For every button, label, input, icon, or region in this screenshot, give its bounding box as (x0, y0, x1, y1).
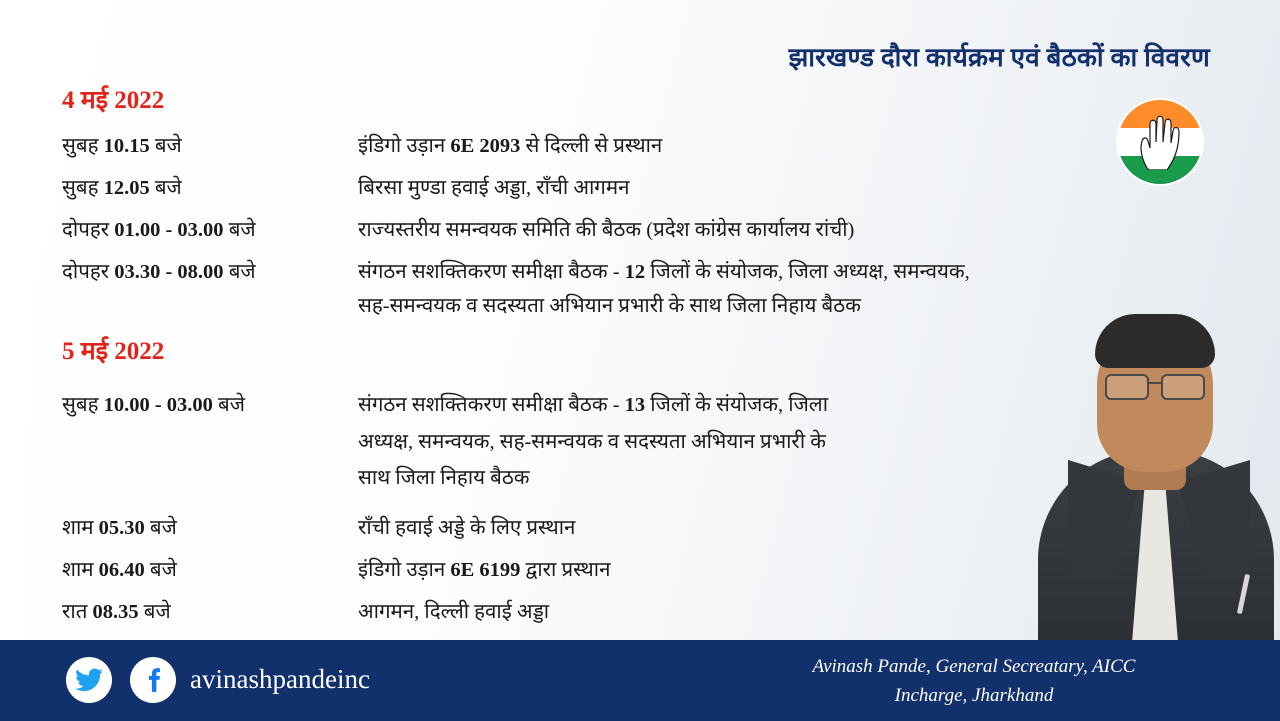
time-suffix: बजे (212, 394, 245, 416)
time-value: 10.00 - 03.00 (103, 394, 213, 416)
time-prefix: शाम (62, 559, 99, 581)
row-description (358, 175, 1058, 203)
desc-continuation: सह-समन्वयक व सदस्यता अभियान प्रभारी के साथ जिला निहाय बैठक (358, 294, 861, 317)
social-handle[interactable]: avinashpandeinc (190, 664, 370, 694)
row-description (358, 259, 1058, 320)
left-white-band (0, 0, 30, 641)
time-suffix: बजे (144, 517, 177, 539)
row-description (358, 217, 1058, 245)
row-time (62, 515, 352, 543)
date-heading-day2: 5 मई 2022 (62, 338, 165, 365)
lens-left (1105, 374, 1149, 400)
desc-part1: बिरसा मुण्डा हवाई अड्डा, राँची आगमन (358, 177, 630, 199)
time-prefix: रात (62, 601, 93, 623)
row-time (62, 557, 352, 585)
desc-part1: राज्यस्तरीय समन्वयक समिति की बैठक (प्रदेश कांग्रेस कार्यालय रांची) (358, 219, 855, 241)
time-value: 06.40 (98, 559, 145, 581)
desc-highlight: 6E 2093 (450, 135, 521, 157)
facebook-f-glyph (140, 667, 166, 693)
credit-line-1: Avinash Pande, General Secreatary, AICC (812, 656, 1136, 677)
row-time (62, 392, 352, 420)
time-prefix: सुबह (62, 135, 104, 157)
twitter-bird-glyph (75, 668, 103, 692)
time-suffix: बजे (149, 135, 182, 157)
desc-part1: आगमन, दिल्ली हवाई अड्डा (358, 601, 550, 623)
desc-part2: जिलों के संयोजक, जिला (645, 394, 829, 416)
time-value: 12.05 (103, 177, 150, 199)
row-description (358, 133, 1058, 161)
open-hand-icon (1137, 114, 1183, 170)
time-value: 01.00 - 03.00 (114, 219, 224, 241)
desc-part1: संगठन सशक्तिकरण समीक्षा बैठक - (358, 261, 625, 283)
time-suffix: बजे (144, 559, 177, 581)
desc-part1: राँची हवाई अड्डे के लिए प्रस्थान (358, 517, 576, 539)
eyeglasses-icon (1103, 374, 1207, 396)
desc-continuation-2: साथ जिला निहाय बैठक (358, 467, 530, 490)
time-suffix: बजे (223, 219, 256, 241)
time-value: 10.15 (103, 135, 150, 157)
time-value: 08.35 (92, 601, 139, 623)
desc-highlight: 12 (624, 261, 646, 283)
facebook-icon[interactable] (130, 657, 176, 703)
row-description (358, 392, 1058, 493)
time-value: 05.30 (98, 517, 145, 539)
row-time (62, 133, 352, 161)
time-suffix: बजे (223, 261, 256, 283)
row-description (358, 515, 1058, 543)
desc-part2: जिलों के संयोजक, जिला अध्यक्ष, समन्वयक, (645, 261, 970, 283)
desc-part1: इंडिगो उड़ान (358, 559, 451, 581)
time-value: 03.30 - 08.00 (114, 261, 224, 283)
time-suffix: बजे (138, 601, 171, 623)
credit-line-2: Incharge, Jharkhand (894, 684, 1054, 706)
portrait-hair (1095, 314, 1215, 368)
desc-highlight: 6E 6199 (450, 559, 521, 581)
desc-continuation: अध्यक्ष, समन्वयक, सह-समन्वयक व सदस्यता अभियान प्रभारी के (358, 430, 826, 453)
time-prefix: शाम (62, 517, 99, 539)
desc-part2: से दिल्ली से प्रस्थान (520, 135, 663, 157)
footer-bar (0, 640, 1280, 721)
portrait-photo (1030, 310, 1280, 640)
twitter-icon[interactable] (66, 657, 112, 703)
time-suffix: बजे (149, 177, 182, 199)
row-time (62, 217, 352, 245)
credit-text (764, 653, 1184, 710)
indian-national-congress-logo (1118, 100, 1202, 184)
lens-right (1161, 374, 1205, 400)
row-description (358, 599, 1058, 627)
time-prefix: दोपहर (62, 219, 115, 241)
page-title: झारखण्ड दौरा कार्यक्रम एवं बैठकों का विवरण (788, 43, 1210, 72)
desc-highlight: 13 (624, 394, 646, 416)
desc-part1: इंडिगो उड़ान (358, 135, 451, 157)
desc-part1: संगठन सशक्तिकरण समीक्षा बैठक - (358, 394, 625, 416)
row-description (358, 557, 1058, 585)
date-heading-day1: 4 मई 2022 (62, 87, 165, 114)
time-prefix: सुबह (62, 177, 104, 199)
row-time (62, 175, 352, 203)
row-time (62, 599, 352, 627)
time-prefix: दोपहर (62, 261, 115, 283)
desc-part2: द्वारा प्रस्थान (520, 559, 611, 581)
time-prefix: सुबह (62, 394, 104, 416)
row-time (62, 259, 352, 287)
